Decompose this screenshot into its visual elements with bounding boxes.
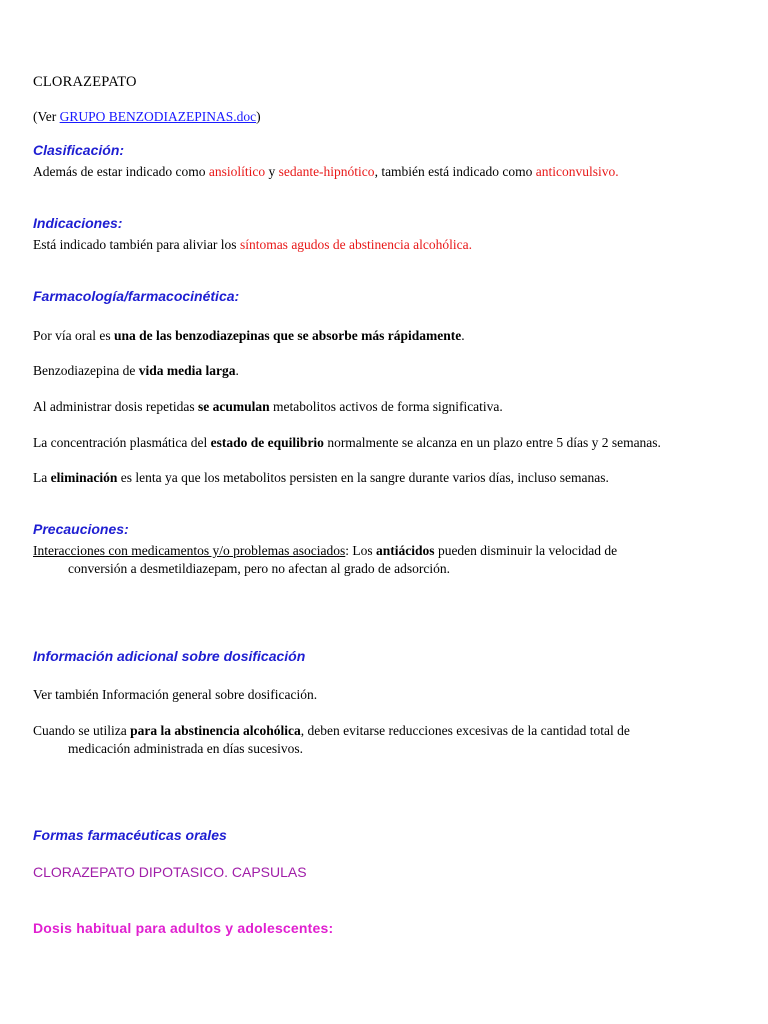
text-span: normalmente se alcanza en un plazo entre 5 días y 2 semanas. — [323, 435, 661, 450]
farmacologia-paragraph-2 — [33, 362, 239, 380]
heading-dosis-habitual: Dosis habitual para adultos y adolescentes: — [33, 920, 334, 936]
text-span: Por vía oral es — [33, 328, 114, 343]
heading-clasificacion: Clasificación: — [33, 142, 125, 158]
precauciones-text-line-1 — [33, 542, 617, 560]
term-sintomas-abstinencia: síntomas agudos de abstinencia alcohólica. — [239, 237, 472, 252]
benzodiazepinas-doc-link[interactable]: GRUPO BENZODIAZEPINAS.doc — [59, 109, 257, 124]
text-span: metabolitos activos de forma significativa. — [269, 399, 503, 414]
text-span: . — [461, 328, 465, 343]
term-sedante-hipnotico: sedante-hipnótico — [278, 164, 375, 179]
bold-span: una de las benzodiazepinas que se absorbe más rápidamente — [113, 328, 462, 343]
farmacologia-paragraph-1 — [33, 327, 465, 345]
term-ansiolitico: ansiolítico — [208, 164, 266, 179]
text-span: . — [235, 363, 239, 378]
info-dosificacion-paragraph-2-line-1 — [33, 722, 630, 740]
term-anticonvulsivo: anticonvulsivo. — [535, 164, 619, 179]
clasificacion-text — [33, 163, 619, 181]
see-also-line — [33, 108, 261, 126]
document-title: CLORAZEPATO — [33, 74, 137, 90]
info-dosificacion-paragraph-2-line-2: medicación administrada en días sucesivos. — [68, 741, 304, 756]
heading-precauciones: Precauciones: — [33, 521, 129, 537]
farmacologia-paragraph-4 — [33, 434, 661, 452]
interacciones-label: Interacciones con medicamentos y/o problemas asociados — [33, 543, 346, 558]
text-span: Además de estar indicado como — [33, 164, 209, 179]
bold-span: antiácidos — [376, 543, 435, 558]
text-span: pueden disminuir la velocidad de — [434, 543, 618, 558]
text-span: Cuando se utiliza — [33, 723, 131, 738]
text-span: Está indicado también para aliviar los — [33, 237, 240, 252]
farmacologia-paragraph-3 — [33, 398, 503, 416]
text-span: La — [33, 470, 51, 485]
text-span: La concentración plasmática del — [33, 435, 211, 450]
text-span: , deben evitarse reducciones excesivas de la cantidad total de — [300, 723, 630, 738]
text-span: y — [265, 164, 279, 179]
bold-span: estado de equilibrio — [210, 435, 324, 450]
see-also-prefix: (Ver — [33, 109, 60, 124]
bold-span: eliminación — [50, 470, 118, 485]
text-span: es lenta ya que los metabolitos persisten en la sangre durante varios días, incluso semanas. — [117, 470, 609, 485]
text-span: : Los — [345, 543, 377, 558]
farmacologia-paragraph-5 — [33, 469, 609, 487]
heading-farmacologia: Farmacología/farmacocinética: — [33, 288, 240, 304]
info-dosificacion-paragraph-1: Ver también Información general sobre dosificación. — [33, 687, 318, 702]
product-name: CLORAZEPATO DIPOTASICO. CAPSULAS — [33, 864, 307, 880]
heading-indicaciones: Indicaciones: — [33, 215, 123, 231]
text-span: Al administrar dosis repetidas — [33, 399, 198, 414]
text-span: , también está indicado como — [374, 164, 536, 179]
text-span: Benzodiazepina de — [33, 363, 139, 378]
precauciones-text-line-2: conversión a desmetildiazepam, pero no afectan al grado de adsorción. — [68, 561, 450, 576]
bold-span: vida media larga — [138, 363, 236, 378]
heading-formas-farmaceuticas: Formas farmacéuticas orales — [33, 827, 227, 843]
bold-span: para la abstinencia alcohólica — [130, 723, 301, 738]
bold-span: se acumulan — [197, 399, 270, 414]
heading-info-dosificacion: Información adicional sobre dosificación — [33, 648, 306, 664]
see-also-suffix: ) — [256, 109, 261, 124]
indicaciones-text — [33, 236, 472, 254]
